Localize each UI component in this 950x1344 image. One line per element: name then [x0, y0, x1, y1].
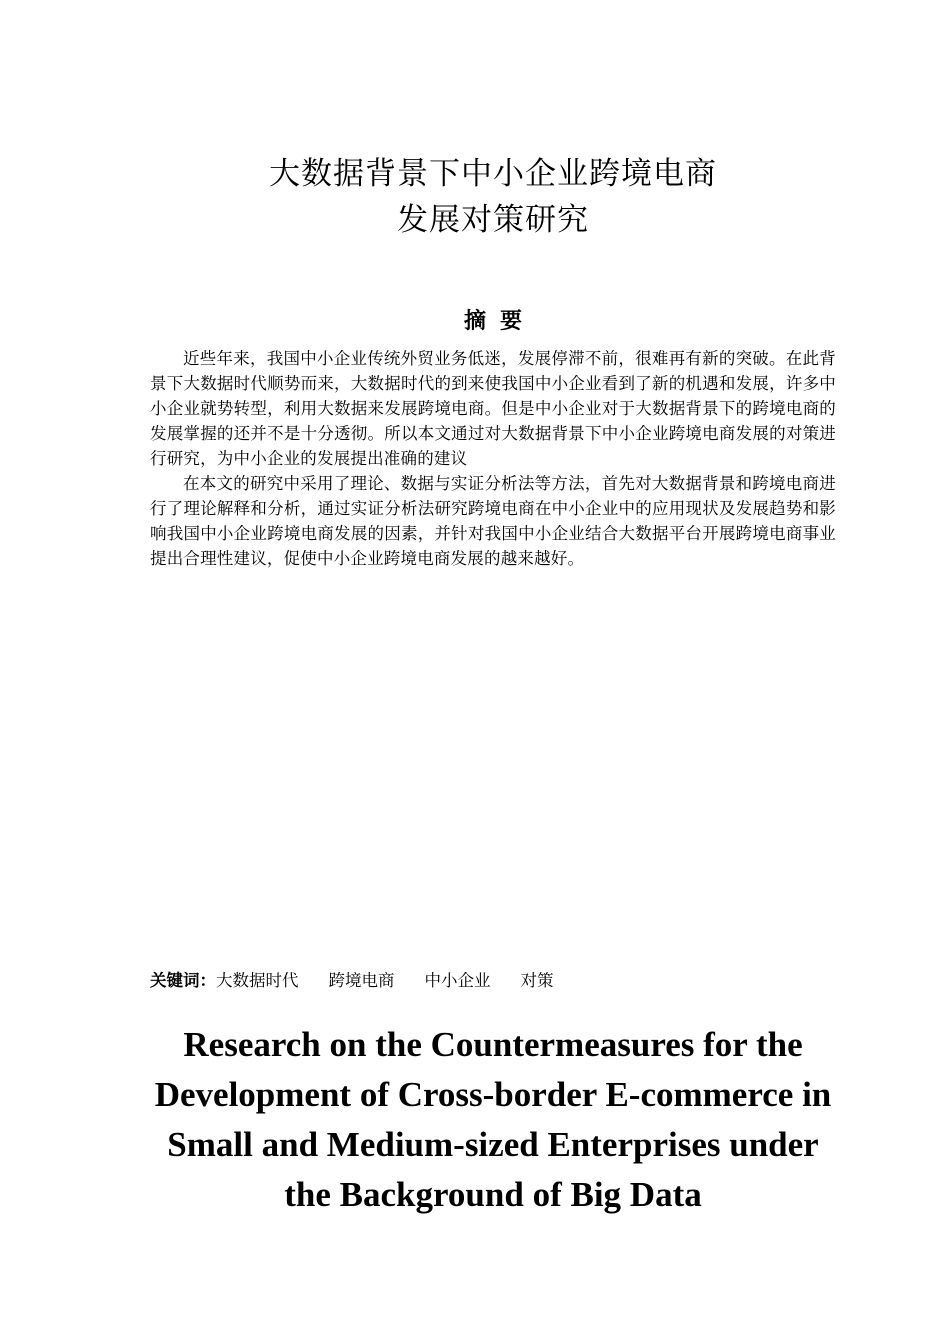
english-title [130, 1020, 856, 1220]
chinese-title-line-1: 大数据背景下中小企业跨境电商 [269, 156, 717, 192]
english-title-line-1: Research on the Countermeasures for the [183, 1025, 803, 1064]
keyword-item: 对策 [520, 971, 554, 990]
english-title-line-2: Development of Cross-border E-commerce in [154, 1075, 832, 1114]
keyword-item: 跨境电商 [328, 971, 395, 990]
keyword-item: 中小企业 [424, 971, 491, 990]
abstract-heading: 摘要 [463, 309, 536, 334]
keywords-label: 关键词： [150, 971, 216, 990]
keyword-item: 大数据时代 [216, 971, 299, 990]
english-title-line-3: Small and Medium-sized Enterprises under [167, 1125, 819, 1164]
abstract-paragraph-1: 近些年来，我国中小企业传统外贸业务低迷，发展停滞不前，很难再有新的突破。在此背景下大数据时代顺势而来，大数据时代的到来使我国中小企业看到了新的机遇和发展，许多中小企业就势转型，利用大数据来发展跨境电商。但是中小企业对于大数据背景下的跨境电商的发展掌握的还并不是十分透彻。所以本文通过对大数据背景下中小企业跨境电商发展的对策进行研究，为中小企业的发展提出准确的建议 [150, 349, 836, 468]
keywords-line [150, 968, 836, 994]
abstract-body [150, 346, 836, 571]
abstract-paragraph-2: 在本文的研究中采用了理论、数据与实证分析法等方法，首先对大数据背景和跨境电商进行了理论解释和分析，通过实证分析法研究跨境电商在中小企业中的应用现状及发展趋势和影响我国中小企业跨境电商发展的因素，并针对我国中小企业结合大数据平台开展跨境电商事业提出合理性建议，促使中小企业跨境电商发展的越来越好。 [150, 474, 836, 568]
english-title-line-4: the Background of Big Data [284, 1175, 702, 1214]
chinese-title-line-2: 发展对策研究 [397, 202, 589, 238]
